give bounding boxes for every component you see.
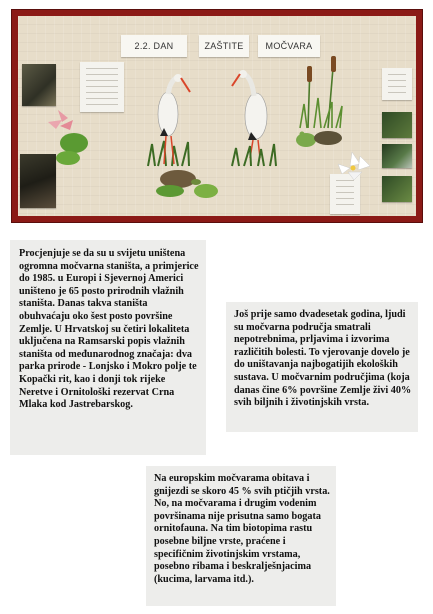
poster-title-card-2: ZAŠTITE: [199, 35, 249, 57]
water-lily-icon: [48, 110, 88, 165]
poster-photo: [12, 10, 422, 222]
stork-icon: [232, 70, 267, 158]
poster-title-card-1: 2.2. DAN: [121, 35, 187, 57]
water-lily-icon: [338, 152, 370, 180]
cattail-icon: [300, 56, 342, 128]
text-panel-1: [10, 240, 206, 455]
paragraph-2: Još prije samo dvadesetak godina, ljudi su močvarna područja smatrali nepotrebnima, prljavima i izvorima različitih bolesti. To vjerovanje dovelo je do uništavanja najbogatijih ekoloških sustava. U močvarnim područjima (koja danas čine 6% površine Zemlje živi 40% svih biljnih i životinjskih vrsta.: [234, 309, 412, 409]
paragraph-1: Procjenjuje se da su u svijetu uništena ogromna močvarna staništa, a primjerice do 1985. u Europi i Sjevernoj Americi uništeno je 65 posto prirodnih vlažnih staništa. Danas takva staništa obuhvaćaju oko šest posto površine Zemlje. U Hrvatskoj su četiri lokaliteta uključena na Ramsarski popis vlažnih staništa od međunarodnog značaja: dva parka prirode - Lonjsko i Mokro polje te Kopački rit, kao i donji tok rijeke Neretve i Ornitološki rezervat Crna Mlaka kod Jastrebarskog.: [19, 248, 199, 411]
paragraph-3: Na europskim močvarama obitava i gnijezdi se skoro 45 % svih ptičjih vrsta. No, na močvarama i drugim vodenim površinama nije prisutna samo bogata ornitofauna. Na tim biotopima rastu posebne biljne vrste, praćene i specifičnim životinjskim vrstama, posebno ribama i beskralješnjacima (kucima, larvama itd.).: [154, 473, 330, 585]
text-panel-3: [146, 466, 336, 606]
poster-board: [18, 16, 416, 216]
text-panel-2: [226, 302, 418, 432]
wetland-illustration: [18, 16, 416, 216]
frog-icon: [296, 132, 316, 148]
poster-title-card-3: MOČVARA: [258, 35, 320, 57]
